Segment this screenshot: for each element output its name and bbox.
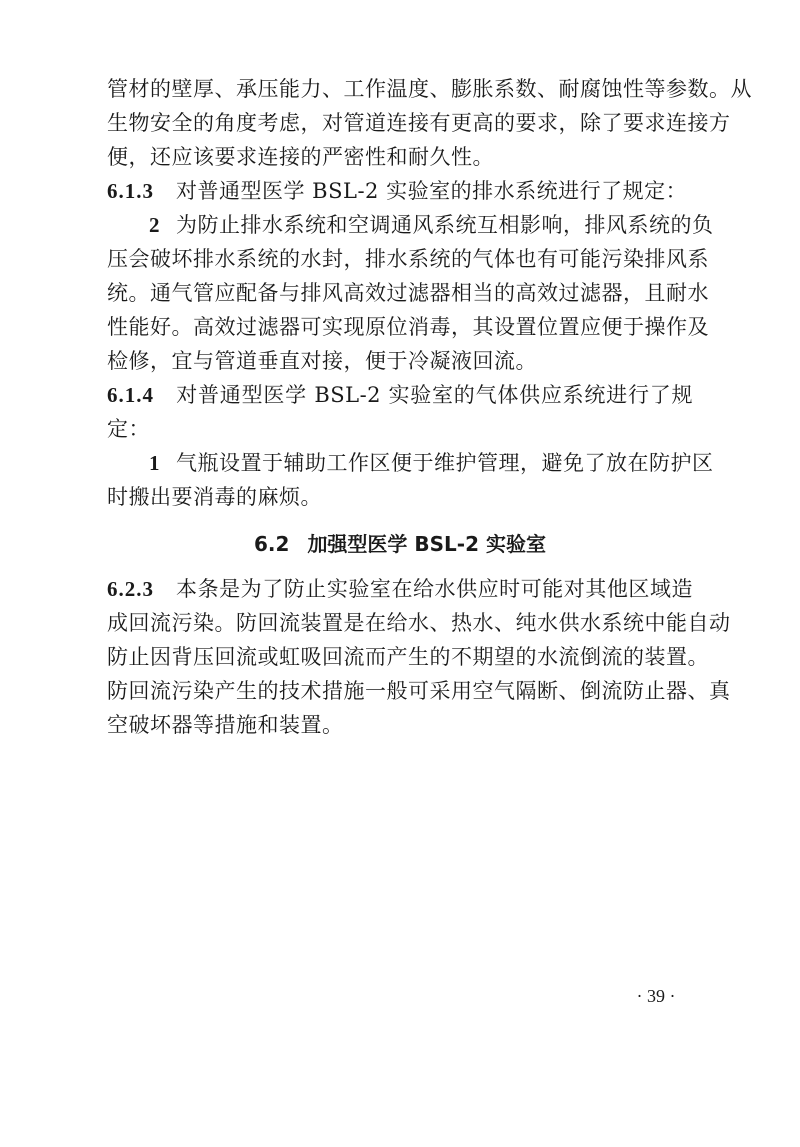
clause-6-2-3-line-2: 成回流污染。防回流装置是在给水、热水、纯水供水系统中能自动 — [107, 611, 731, 635]
item-6-1-3-2-line-5: 检修，宜与管道垂直对接，便于冷凝液回流。 — [107, 349, 537, 373]
item-6-1-3-2-line-1 — [107, 208, 714, 242]
item-number: 2 — [149, 213, 160, 237]
page-number: · 39 · — [636, 986, 676, 1006]
clause-6-2-3-line-5: 空破坏器等措施和装置。 — [107, 713, 344, 737]
clause-6-1-3 — [107, 174, 693, 208]
clause-number: 6.2.3 — [107, 577, 154, 601]
item-text: 为防止排水系统和空调通风系统互相影响，排风系统的负 — [176, 213, 714, 237]
clause-6-1-4-line-2: 定： — [107, 417, 150, 441]
item-6-1-4-1-line-1 — [107, 446, 714, 480]
clause-text: 本条是为了防止实验室在给水供应时可能对其他区域造 — [176, 577, 693, 601]
section-title: 加强型医学 BSL-2 实验室 — [307, 532, 546, 556]
para1-line-1: 管材的壁厚、承压能力、工作温度、膨胀系数、耐腐蚀性等参数。从 — [107, 77, 752, 101]
document-page — [107, 72, 752, 742]
item-6-1-3-2-line-2: 压会破坏排水系统的水封，排水系统的气体也有可能污染排风系 — [107, 247, 709, 271]
clause-text: 对普通型医学 BSL-2 实验室的气体供应系统进行了规 — [176, 383, 693, 407]
clause-6-1-4-line-1 — [107, 378, 693, 412]
clause-number: 6.1.3 — [107, 179, 154, 203]
para1-line-2: 生物安全的角度考虑，对管道连接有更高的要求，除了要求连接方 — [107, 111, 731, 135]
clause-6-2-3-line-1 — [107, 572, 693, 606]
item-6-1-3-2-line-4: 性能好。高效过滤器可实现原位消毒，其设置位置应便于操作及 — [107, 315, 709, 339]
item-6-1-3-2-line-3: 统。通气管应配备与排风高效过滤器相当的高效过滤器，且耐水 — [107, 281, 709, 305]
clause-6-2-3-line-3: 防止因背压回流或虹吸回流而产生的不期望的水流倒流的装置。 — [107, 645, 709, 669]
clause-number: 6.1.4 — [107, 383, 154, 407]
section-heading-6-2 — [107, 527, 693, 561]
para1-line-3: 便，还应该要求连接的严密性和耐久性。 — [107, 145, 494, 169]
clause-6-2-3-line-4: 防回流污染产生的技术措施一般可采用空气隔断、倒流防止器、真 — [107, 679, 731, 703]
clause-text: 对普通型医学 BSL-2 实验室的排水系统进行了规定： — [176, 179, 688, 203]
section-number: 6.2 — [254, 532, 290, 556]
item-6-1-4-1-line-2: 时搬出要消毒的麻烦。 — [107, 485, 322, 509]
item-text: 气瓶设置于辅助工作区便于维护管理，避免了放在防护区 — [176, 451, 714, 475]
item-number: 1 — [149, 451, 160, 475]
